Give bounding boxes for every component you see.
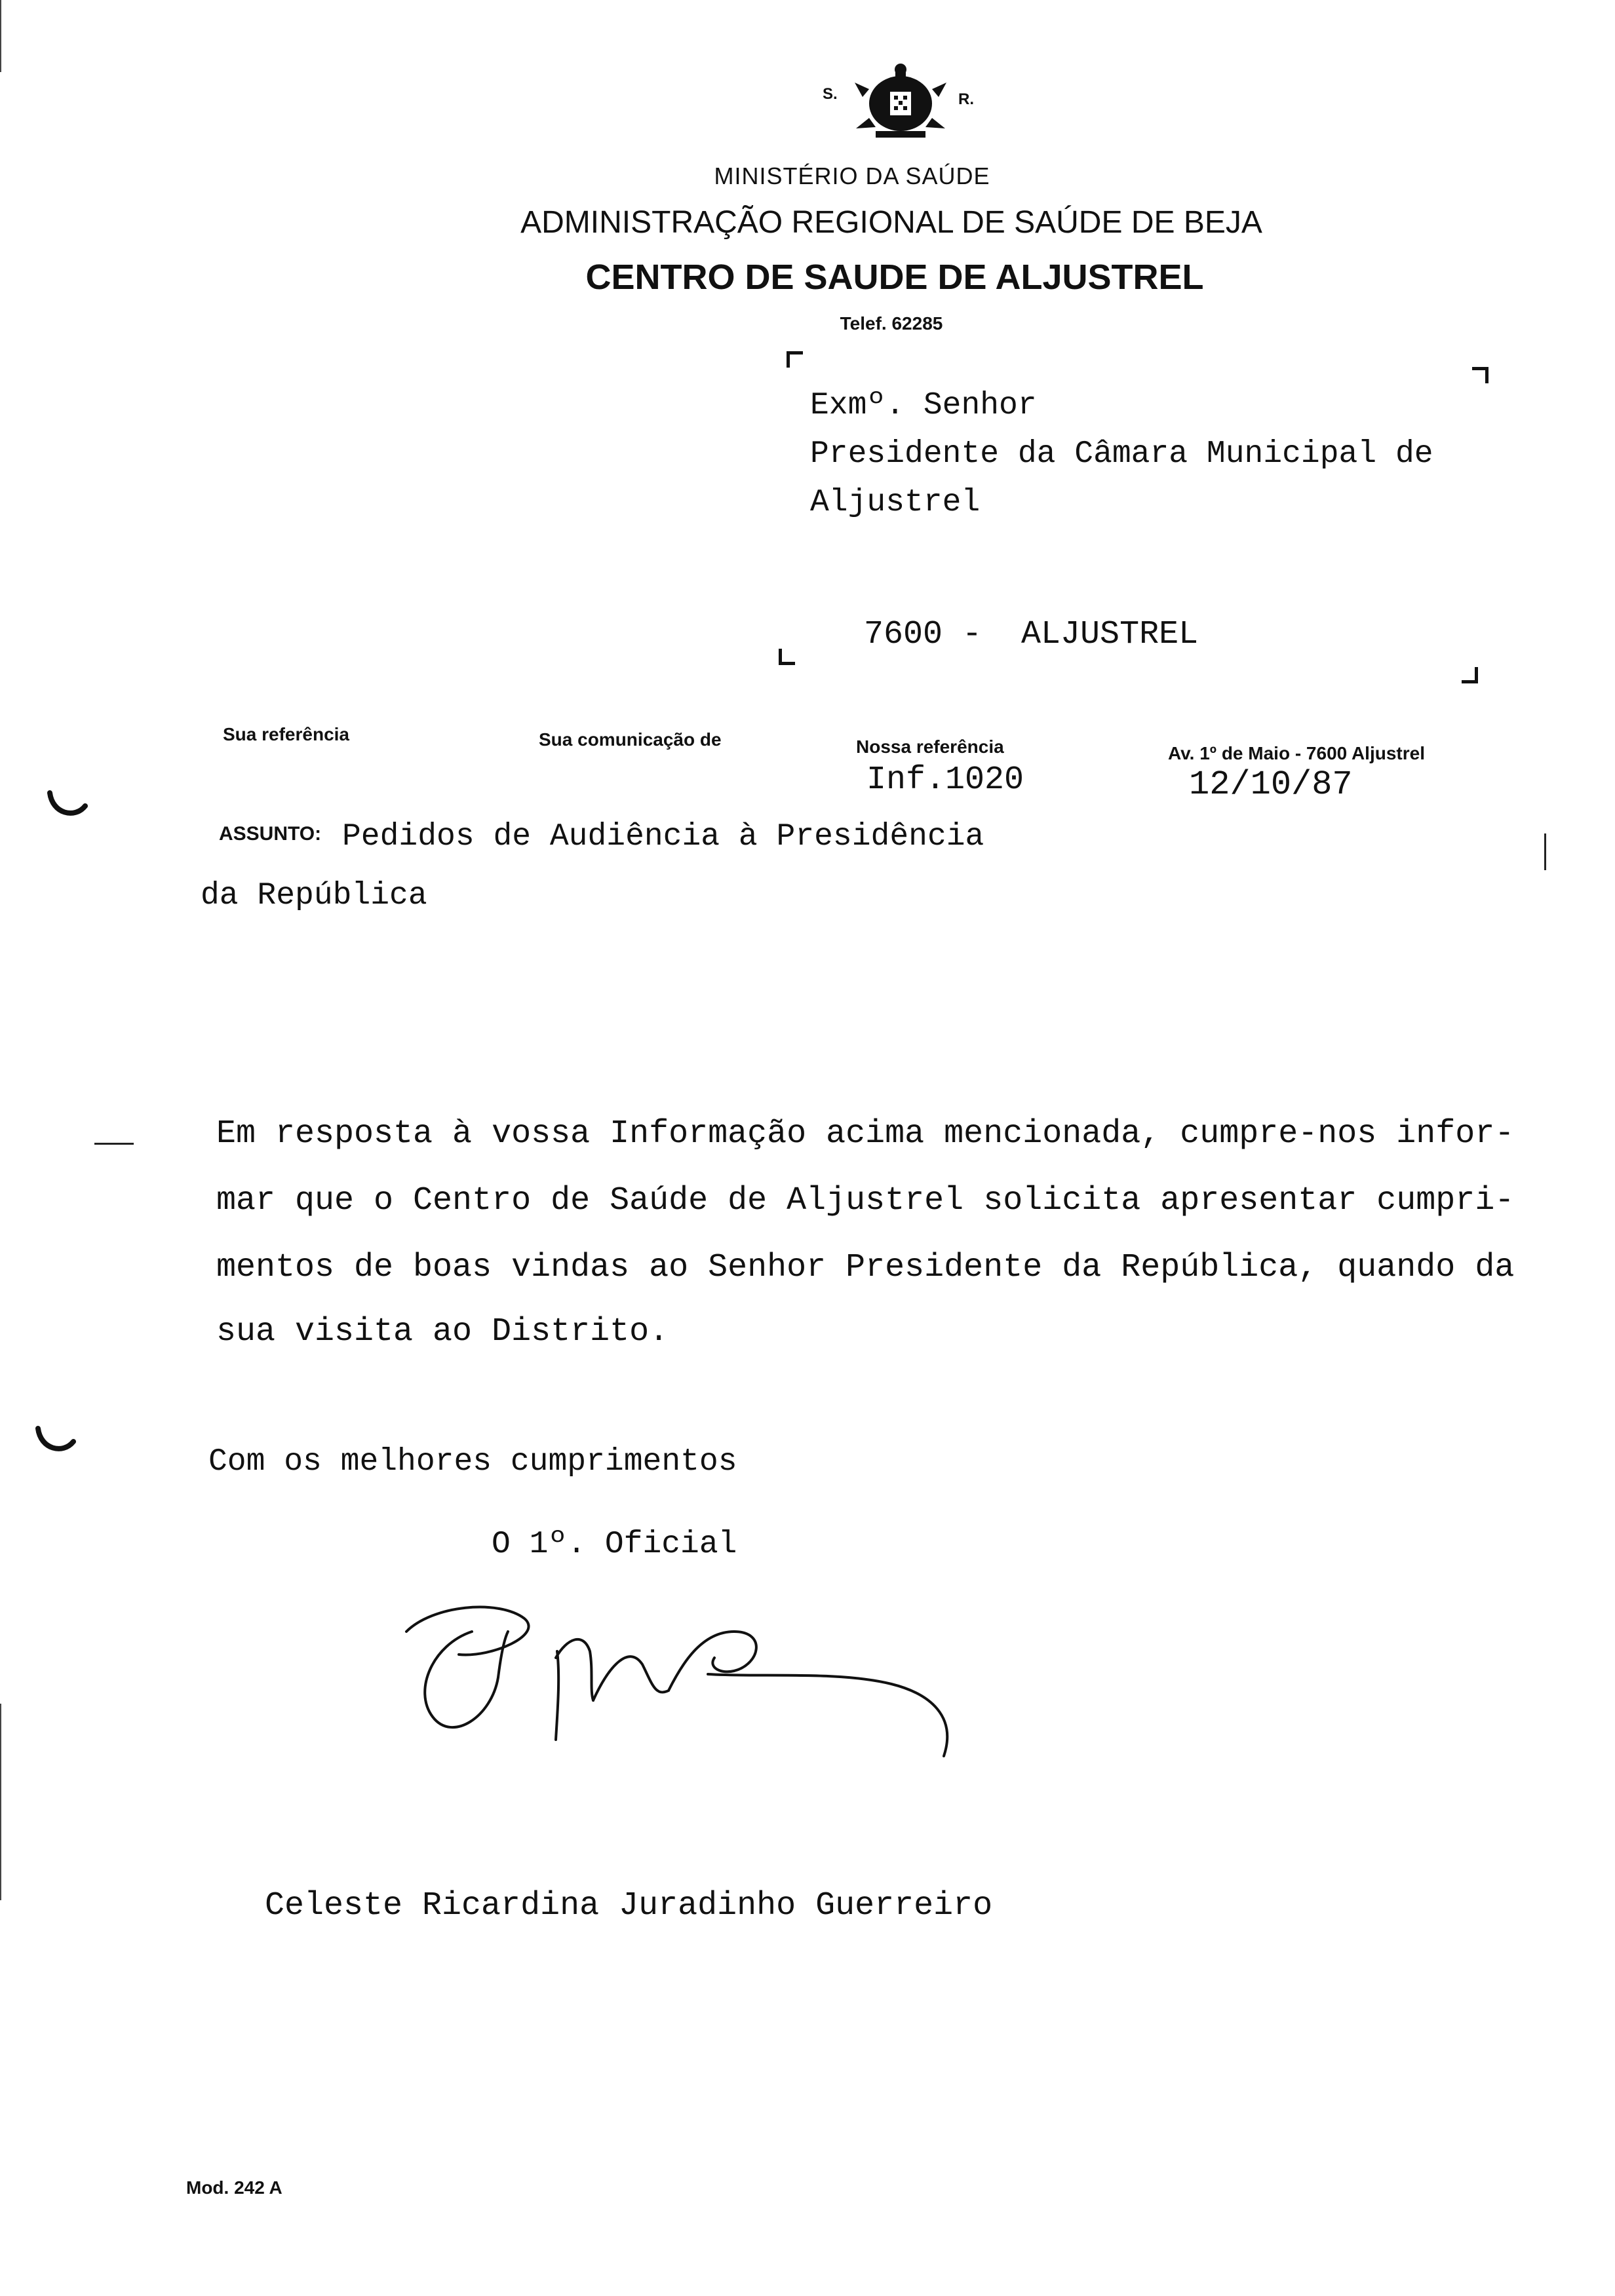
your-reference-label: Sua referência — [223, 724, 349, 744]
recipient-postal-code: 7600 - ALJUSTREL — [864, 616, 1199, 653]
closing-greeting: Com os melhores cumprimentos — [208, 1444, 737, 1480]
left-edge-line — [0, 1704, 1, 1900]
recipient-title: Presidente da Câmara Municipal de — [810, 436, 1433, 472]
subject-label: ASSUNTO: — [219, 823, 322, 845]
form-code: Mod. 242 A — [186, 2177, 282, 2198]
recipient-place: Aljustrel — [810, 485, 981, 520]
punch-mark-upper — [46, 786, 88, 820]
fold-mark — [94, 1143, 134, 1145]
our-reference-label: Nossa referência — [856, 737, 1004, 757]
emblem-letter-s: S. — [823, 85, 838, 103]
punch-mark-lower — [34, 1422, 76, 1456]
handwritten-signature — [393, 1586, 970, 1782]
left-edge-line-top — [0, 0, 1, 72]
ministry-name: MINISTÉRIO DA SAÚDE — [714, 163, 990, 189]
signatory-name: Celeste Ricardina Juradinho Guerreiro — [265, 1887, 993, 1924]
your-communication-label: Sua comunicação de — [539, 729, 722, 750]
sender-address: Av. 1º de Maio - 7600 Aljustrel — [1168, 743, 1425, 763]
coat-of-arms-emblem — [849, 63, 952, 140]
phone-number: Telef. 62285 — [840, 313, 943, 334]
body-line-3: mentos de boas vindas ao Senhor Presidente da República, quando da — [216, 1249, 1515, 1286]
recipient-salutation: Exmº. Senhor — [810, 388, 1037, 423]
subject-line-1: Pedidos de Audiência à Presidência — [342, 819, 984, 854]
corner-mark-bottom-left — [779, 649, 795, 665]
our-reference-value: Inf.1020 — [866, 761, 1024, 799]
health-centre-name: CENTRO DE SAUDE DE ALJUSTREL — [585, 258, 1204, 297]
corner-mark-top-left — [787, 351, 803, 368]
corner-mark-bottom-right — [1462, 667, 1478, 683]
body-line-2: mar que o Centro de Saúde de Aljustrel solicita apresentar cumpri- — [216, 1182, 1515, 1219]
margin-tick-right — [1544, 833, 1546, 870]
body-line-4: sua visita ao Distrito. — [216, 1313, 669, 1350]
letter-date: 12/10/87 — [1189, 765, 1353, 804]
signatory-position: O 1º. Oficial — [492, 1527, 737, 1562]
body-line-1: Em resposta à vossa Informação acima mencionada, cumpre-nos infor- — [216, 1115, 1515, 1153]
emblem-letter-r: R. — [958, 90, 974, 108]
subject-line-2: da República — [201, 878, 427, 913]
corner-mark-top-right — [1472, 367, 1489, 383]
regional-administration: ADMINISTRAÇÃO REGIONAL DE SAÚDE DE BEJA — [520, 205, 1262, 240]
